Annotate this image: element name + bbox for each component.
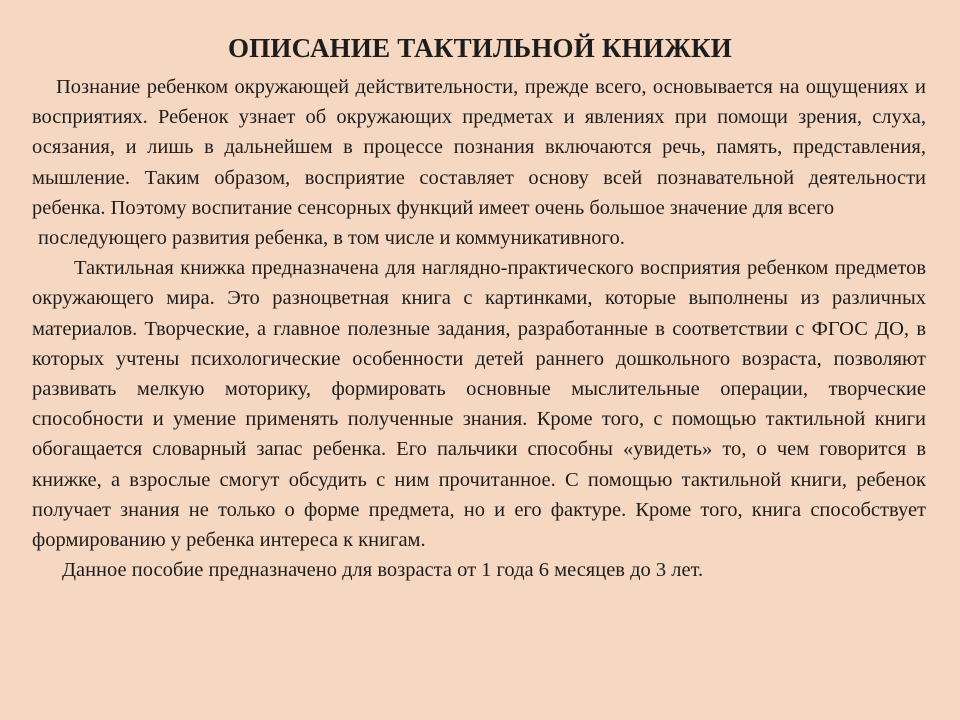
- paragraph-age-range: Данное пособие предназначено для возраста от 1 года 6 месяцев до 3 лет.: [62, 559, 704, 582]
- slide-body: [32, 72, 926, 585]
- paragraph-tactile-book: Тактильная книжка предназначена для наглядно-практического восприятия ребенком предметов окружающего мира. Это разноцветная книга с картинками, которые выполнены из различных материалов. Творческие, а главное полезные задания, разработанные в соответствии с ФГОС ДО, в которых учтены психологические особенности детей раннего дошкольного возраста, позволяют развивать мелкую моторику, формировать основные мыслительные операции, творческие способности и умение применять полученные знания. Кроме того, с помощью тактильной книги обогащается словарный запас ребенка. Его пальчики способны «увидеть» то, о чем говорится в книжке, а взрослые смогут обсудить с ним прочитанное. С помощью тактильной книги, ребенок получает знания не только о форме предмета, но и его фактуре. Кроме того, книга способствует формированию у ребенка интереса к книгам.: [32, 257, 926, 552]
- paragraph-perception-end: последующего развития ребенка, в том числе и коммуникативного.: [38, 227, 625, 250]
- paragraph-perception: Познание ребенком окружающей действительности, прежде всего, основывается на ощущениях и восприятиях. Ребенок узнает об окружающих предметах и явлениях при помощи зрения, слуха, осязания, и лишь в дальнейшем в процессе познания включаются речь, память, представления, мышление. Таким образом, восприятие составляет основу всей познавательной деятельности ребенка. Поэтому воспитание сенсорных функций имеет очень большое значение для всего: [32, 76, 926, 219]
- slide-title: ОПИСАНИЕ ТАКТИЛЬНОЙ КНИЖКИ: [228, 33, 732, 63]
